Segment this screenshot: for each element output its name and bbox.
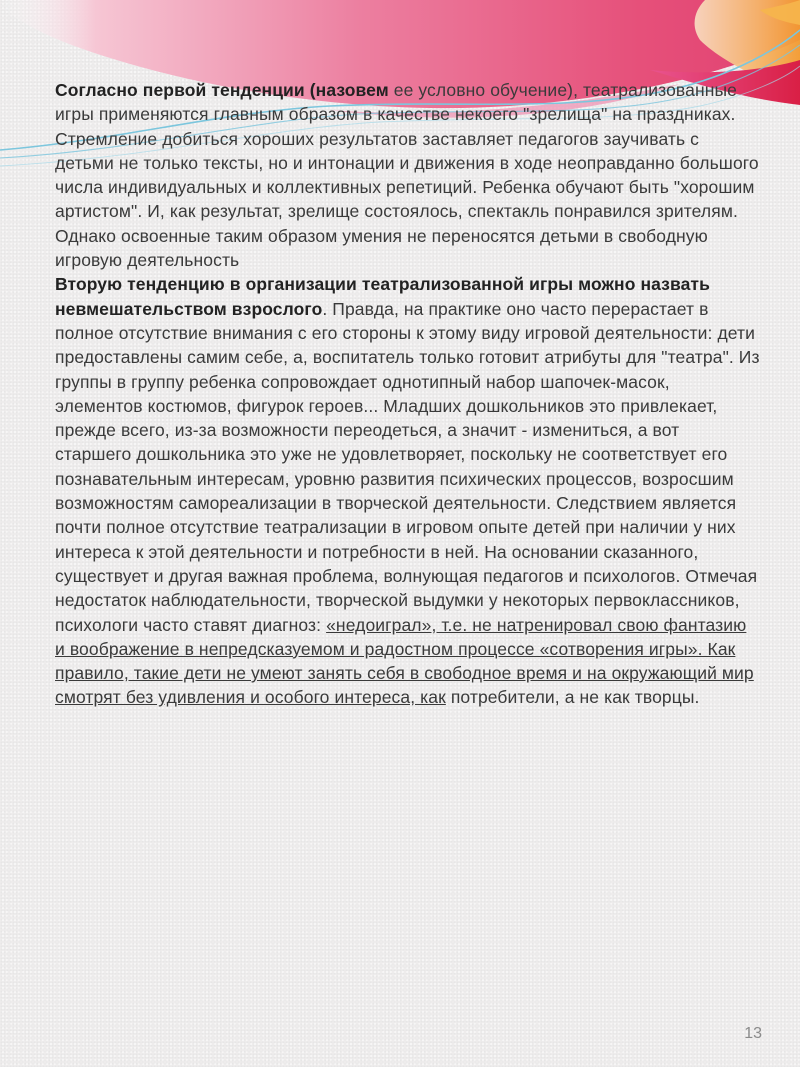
closing-text: потребители, а не как творцы.: [445, 687, 700, 708]
first-tendency-heading: Согласно первой тенденции (назовем: [55, 80, 389, 100]
paragraph-first-tendency: [55, 78, 760, 272]
page-number: 13: [744, 1025, 762, 1042]
second-tendency-heading: Вторую тенденцию в организации театрализованной игры можно назвать невмешательством взрослого: [55, 274, 710, 319]
second-tendency-text: . Правда, на практике оно часто перерастает в полное отсутствие внимания с его стороны к этому виду игровой деятельности: дети предоставлены самим себе, а, воспитатель только готовит атрибуты для "театра". Из группы в группу ребенка сопровождает однотипный набор шапочек-масок, элементов костюмов, фигурок героев... Младших дошкольников это привлекает, прежде всего, из-за возможности переодеться, а значит - измениться, а вот старшего дошкольника это уже не удовлетворяет, поскольку не соответствует его познавательным интересам, уровню развития психических процессов, возросшим возможностям самореализации в творческой деятельности. Следствием является почти полное отсутствие театрализации в игровом опыте детей при наличии у них интереса к этой деятельности и потребности в ней. На основании сказанного, существует и другая важная проблема, волнующая педагогов и психологов. Отмечая недостаток наблюдательности, творческой выдумки у некоторых первоклассников, психологи часто ставят диагноз:: [55, 298, 760, 635]
first-tendency-text: ее условно обучение), театрализованные игры применяются главным образом в качестве некоего "зрелища" на праздниках. Стремление добиться хороших результатов заставляет педагогов заучивать с детьми не только тексты, но и интонации и движения в ходе неоправданно большого числа индивидуальных и коллективных репетиций. Ребенка обучают быть "хорошим артистом". И, как результат, зрелище состоялось, спектакль понравился зрителям. Однако освоенные таким образом умения не переносятся детьми в свободную игровую деятельность: [55, 80, 759, 271]
underlined-quote: «недоиграл», т.е. не натренировал свою фантазию и воображение в непредсказуемом и радостном процессе «сотворения игры». Как правило, такие дети не умеют занять себя в свободное время и на окружающий мир смотрят без удивления и особого интереса, как: [55, 614, 754, 708]
slide-body-text: [55, 78, 760, 710]
paragraph-second-tendency: [55, 272, 760, 709]
